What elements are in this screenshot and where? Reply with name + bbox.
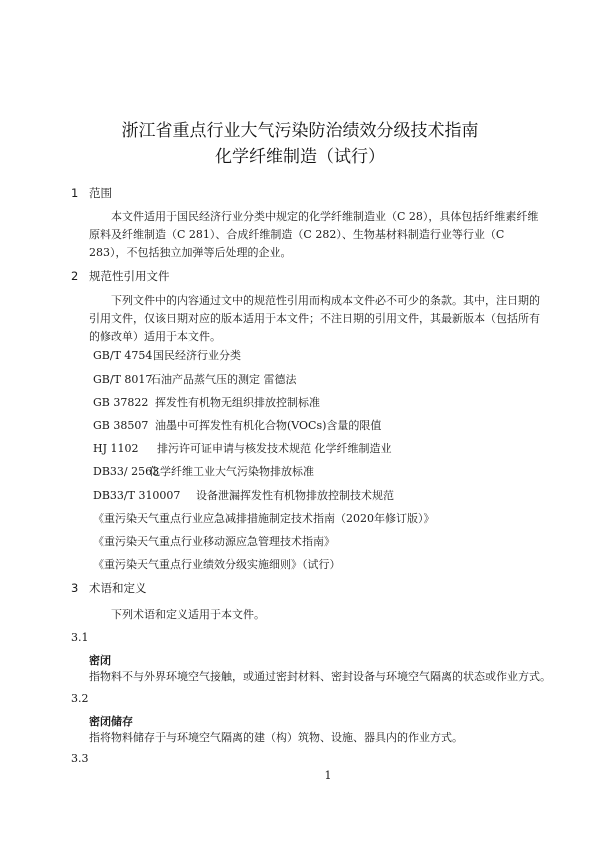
term-name: 密闭 bbox=[89, 654, 111, 667]
term-name: 密闭储存 bbox=[89, 715, 133, 728]
reference-item bbox=[93, 395, 320, 411]
scope-paragraph: 本文件适用于国民经济行业分类中规定的化学纤维制造业（C 28），具体包括纤维素纤维原料及纤维制造（C 281）、合成纤维制造（C 282）、生物基材料制造行业等行业（C 283），不包括独立加弹等后处理的企业。 bbox=[89, 210, 539, 259]
reference-name: 挥发性有机物无组织排放控制标准 bbox=[155, 396, 320, 409]
reference-name: 《重污染天气重点行业应急减排措施制定技术指南（2020年修订版）》 bbox=[93, 512, 435, 525]
reference-item bbox=[93, 534, 335, 550]
section-title: 规范性引用文件 bbox=[89, 269, 170, 283]
reference-item bbox=[93, 488, 394, 504]
section-heading-terms-definitions bbox=[71, 580, 147, 596]
reference-name: 《重污染天气重点行业绩效分级实施细则》（试行） bbox=[93, 558, 341, 571]
reference-name: 《重污染天气重点行业移动源应急管理技术指南》 bbox=[93, 535, 335, 548]
document-title-line1: 浙江省重点行业大气污染防治绩效分级技术指南 bbox=[121, 121, 479, 141]
reference-name: 排污许可证申请与核发技术规范 化学纤维制造业 bbox=[157, 442, 392, 455]
reference-code: GB 38507 bbox=[93, 419, 149, 432]
reference-code: DB33/ 2563 bbox=[93, 465, 160, 478]
section-title: 术语和定义 bbox=[89, 581, 147, 595]
reference-name: 设备泄漏挥发性有机物排放控制技术规范 bbox=[196, 489, 394, 502]
term-definition: 指将物料储存于与环境空气隔离的建（构）筑物、设施、器具内的作业方式。 bbox=[89, 731, 463, 744]
term-definition: 指物料不与外界环境空气接触，或通过密封材料、密封设备与环境空气隔离的状态或作业方式。 bbox=[89, 670, 551, 683]
reference-item bbox=[93, 348, 241, 364]
document-title-line2: 化学纤维制造（试行） bbox=[215, 147, 385, 167]
reference-code: DB33/T 310007 bbox=[93, 489, 181, 502]
reference-item bbox=[93, 441, 392, 457]
clause-number: 3.1 bbox=[71, 631, 89, 644]
section-number: 2 bbox=[71, 269, 79, 283]
terms-intro-paragraph: 下列术语和定义适用于本文件。 bbox=[111, 608, 265, 621]
reference-item bbox=[93, 418, 381, 434]
reference-item bbox=[93, 372, 297, 388]
reference-code: GB 37822 bbox=[93, 396, 149, 409]
section-heading-scope bbox=[71, 185, 112, 201]
reference-code: GB/T 4754 bbox=[93, 349, 153, 362]
clause-number: 3.2 bbox=[71, 692, 89, 705]
reference-name: 油墨中可挥发性有机化合物(VOCs)含量的限值 bbox=[155, 419, 382, 432]
reference-item bbox=[93, 511, 435, 527]
reference-code: GB/T 8017 bbox=[93, 373, 153, 386]
section-title: 范围 bbox=[89, 186, 112, 200]
section-number: 3 bbox=[71, 581, 79, 595]
section-heading-normative-references bbox=[71, 268, 170, 284]
section-number: 1 bbox=[71, 186, 79, 200]
clause-number: 3.3 bbox=[71, 752, 89, 765]
reference-item bbox=[93, 557, 341, 573]
reference-name: 石油产品蒸气压的测定 雷德法 bbox=[150, 373, 297, 386]
page-number: 1 bbox=[324, 769, 332, 782]
reference-name: 国民经济行业分类 bbox=[153, 349, 241, 362]
reference-code: HJ 1102 bbox=[93, 442, 139, 455]
reference-name: 化学纤维工业大气污染物排放标准 bbox=[149, 465, 314, 478]
references-intro-paragraph: 下列文件中的内容通过文中的规范性引用而构成本文件必不可少的条款。其中，注日期的引用文件，仅该日期对应的版本适用于本文件；不注日期的引用文件，其最新版本（包括所有的修改单）适用于本文件。 bbox=[89, 294, 540, 343]
reference-item bbox=[93, 464, 314, 480]
